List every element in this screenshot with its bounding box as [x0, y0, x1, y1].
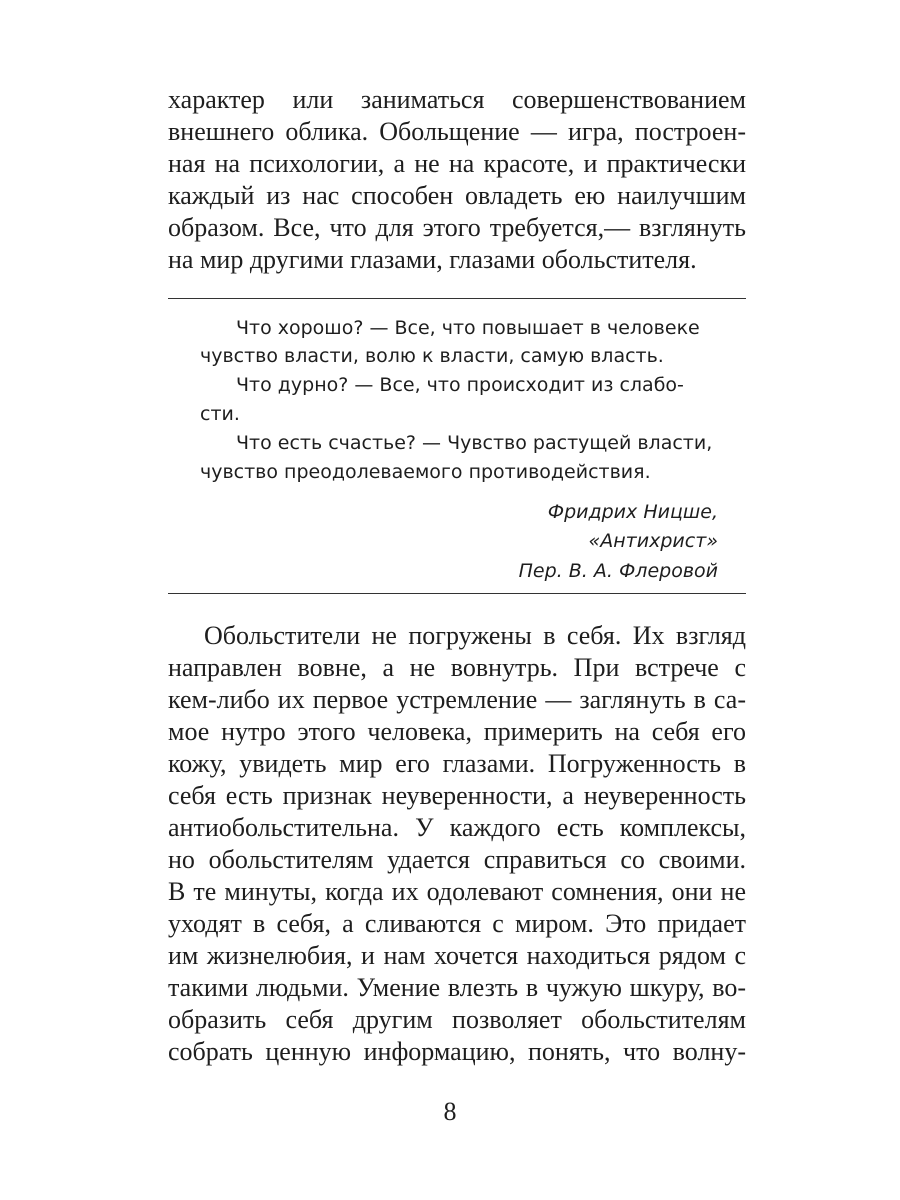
- paragraph-line: собрать ценную информацию, понять, что волну-: [168, 1037, 746, 1066]
- paragraph-line: внешнего облика. Обольщение — игра, построен-: [168, 117, 746, 146]
- epigraph-bottom-rule: [168, 593, 746, 594]
- paragraph-line: каждый из нас способен овладеть ею наилучшим: [168, 181, 746, 210]
- paragraph-line: кем-либо их первое устремление — заглянуть в са-: [168, 685, 746, 714]
- paragraph-line: кожу, увидеть мир его глазами. Погруженность в: [168, 749, 746, 778]
- paragraph-line: им жизнелюбия, и нам хочется находиться рядом с: [168, 941, 746, 970]
- page-number: 8: [443, 1097, 457, 1126]
- paragraph-line: антиобольстительна. У каждого есть комплексы,: [168, 813, 746, 842]
- paragraph-line: уходят в себя, а сливаются с миром. Это придает: [168, 909, 746, 938]
- epigraph-translator: Пер. В. А. Флеровой: [518, 560, 718, 582]
- paragraph-line: характер или заниматься совершенствованием: [168, 85, 746, 114]
- epigraph-work: «Антихрист»: [588, 530, 718, 552]
- paragraph-line: но обольстителям удается справиться со своими.: [168, 845, 746, 874]
- paragraph-line: образить себя другим позволяет обольстителям: [168, 1005, 746, 1034]
- paragraph-line: на мир другими глазами, глазами обольстителя.: [168, 245, 697, 274]
- paragraph-line: образом. Все, что для этого требуется,— взглянуть: [168, 213, 746, 242]
- epigraph-line: сти.: [200, 403, 240, 425]
- paragraph-line: мое нутро этого человека, примерить на себя его: [168, 717, 746, 746]
- epigraph-line: Что хорошо? — Все, что повышает в человеке: [236, 317, 700, 339]
- epigraph-line: Что дурно? — Все, что происходит из слабо-: [236, 374, 684, 396]
- paragraph-line: себя есть признак неуверенности, а неуверенность: [168, 781, 746, 810]
- epigraph-line: чувство власти, волю к власти, самую власть.: [200, 345, 664, 367]
- epigraph-line: Что есть счастье? — Чувство растущей власти,: [236, 432, 713, 454]
- paragraph-line: В те минуты, когда их одолевают сомнения, они не: [168, 877, 746, 906]
- epigraph-line: чувство преодолеваемого противодействия.: [200, 461, 651, 483]
- epigraph-top-rule: [168, 298, 746, 299]
- paragraph-line: Обольстители не погружены в себя. Их взгляд: [204, 621, 746, 650]
- paragraph-line: направлен вовне, а не вовнутрь. При встрече с: [168, 653, 746, 682]
- paragraph-line: ная на психологии, а не на красоте, и практически: [168, 149, 746, 178]
- paragraph-line: такими людьми. Умение влезть в чужую шкуру, во-: [168, 973, 746, 1002]
- epigraph-author: Фридрих Ницше,: [547, 501, 718, 523]
